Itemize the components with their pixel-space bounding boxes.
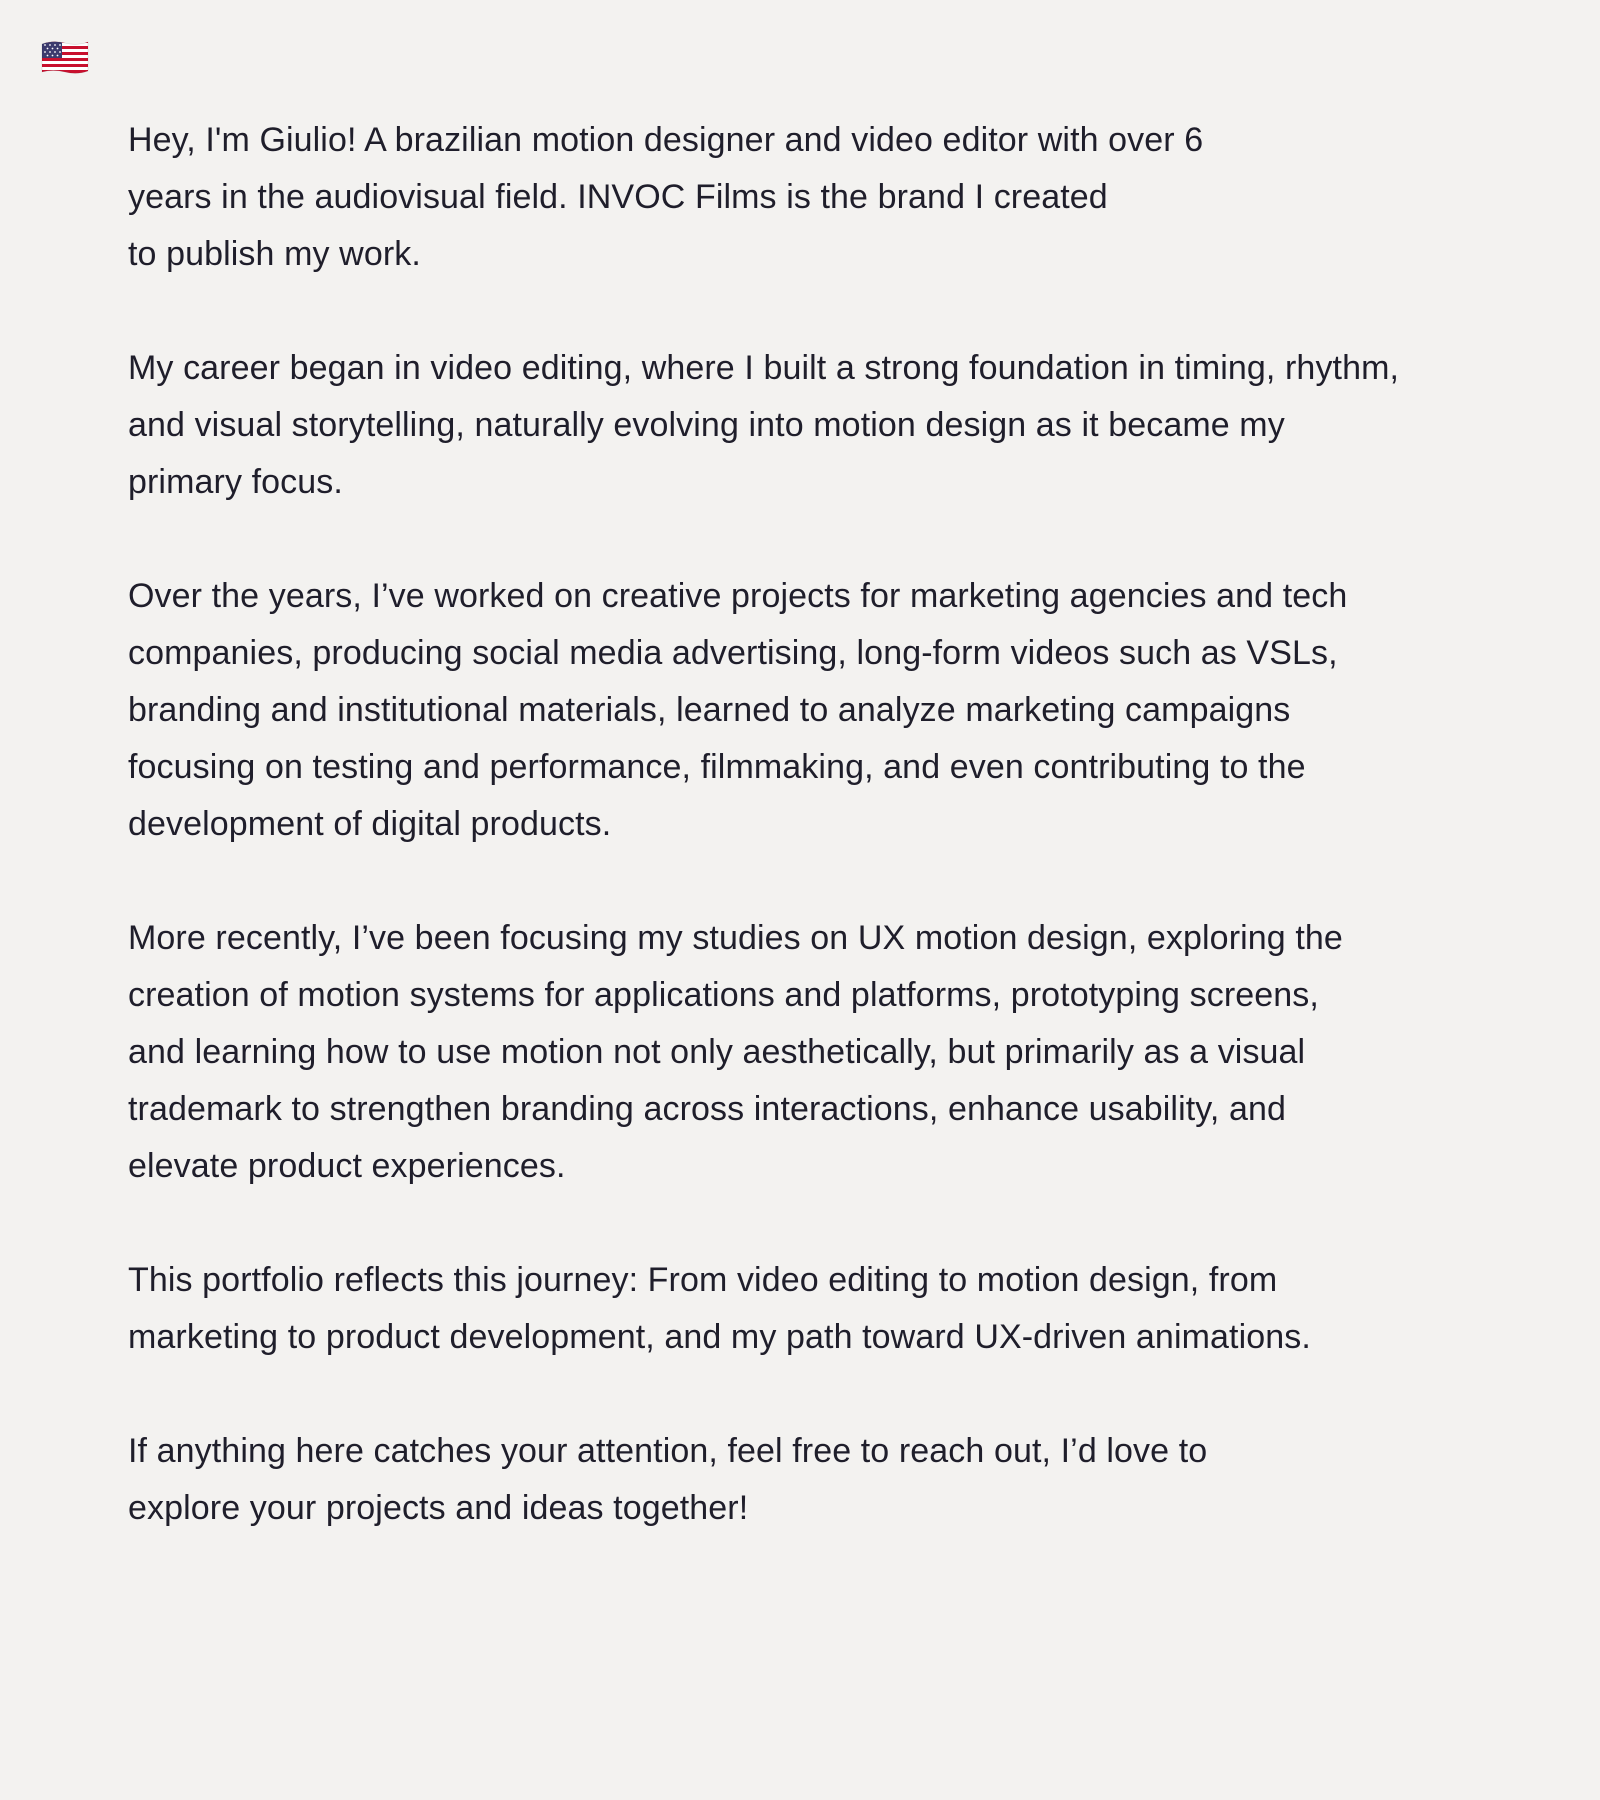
text-line: companies, producing social media advertising, long-form videos such as VSLs,: [128, 634, 1338, 672]
text-line: development of digital products.: [128, 805, 612, 843]
text-line: This portfolio reflects this journey: From video editing to motion design, from: [128, 1261, 1278, 1299]
us-flag-icon[interactable]: [40, 38, 90, 76]
career-paragraph: [128, 340, 1528, 511]
text-line: to publish my work.: [128, 235, 421, 273]
text-line: primary focus.: [128, 463, 343, 501]
text-line: and visual storytelling, naturally evolving into motion design as it became my: [128, 406, 1285, 444]
text-line: focusing on testing and performance, filmmaking, and even contributing to the: [128, 748, 1306, 786]
text-line: years in the audiovisual field. INVOC Films is the brand I created: [128, 178, 1108, 216]
text-line: creation of motion systems for applications and platforms, prototyping screens,: [128, 976, 1319, 1014]
text-line: More recently, I’ve been focusing my studies on UX motion design, exploring the: [128, 919, 1343, 957]
contact-paragraph: [128, 1423, 1528, 1537]
portfolio-paragraph: [128, 1252, 1528, 1366]
text-line: and learning how to use motion not only aesthetically, but primarily as a visual: [128, 1033, 1306, 1071]
about-text: [128, 112, 1528, 1594]
ux-motion-paragraph: [128, 910, 1528, 1195]
text-line: explore your projects and ideas together!: [128, 1489, 749, 1527]
text-line: Over the years, I’ve worked on creative projects for marketing agencies and tech: [128, 577, 1348, 615]
text-line: My career began in video editing, where I built a strong foundation in timing, rhythm,: [128, 349, 1400, 387]
experience-paragraph: [128, 568, 1528, 853]
text-line: elevate product experiences.: [128, 1147, 566, 1185]
text-line: branding and institutional materials, learned to analyze marketing campaigns: [128, 691, 1291, 729]
text-line: Hey, I'm Giulio! A brazilian motion designer and video editor with over 6: [128, 121, 1204, 159]
text-line: trademark to strengthen branding across interactions, enhance usability, and: [128, 1090, 1286, 1128]
text-line: marketing to product development, and my path toward UX-driven animations.: [128, 1318, 1311, 1356]
text-line: If anything here catches your attention, feel free to reach out, I’d love to: [128, 1432, 1208, 1470]
intro-paragraph: [128, 112, 1528, 283]
